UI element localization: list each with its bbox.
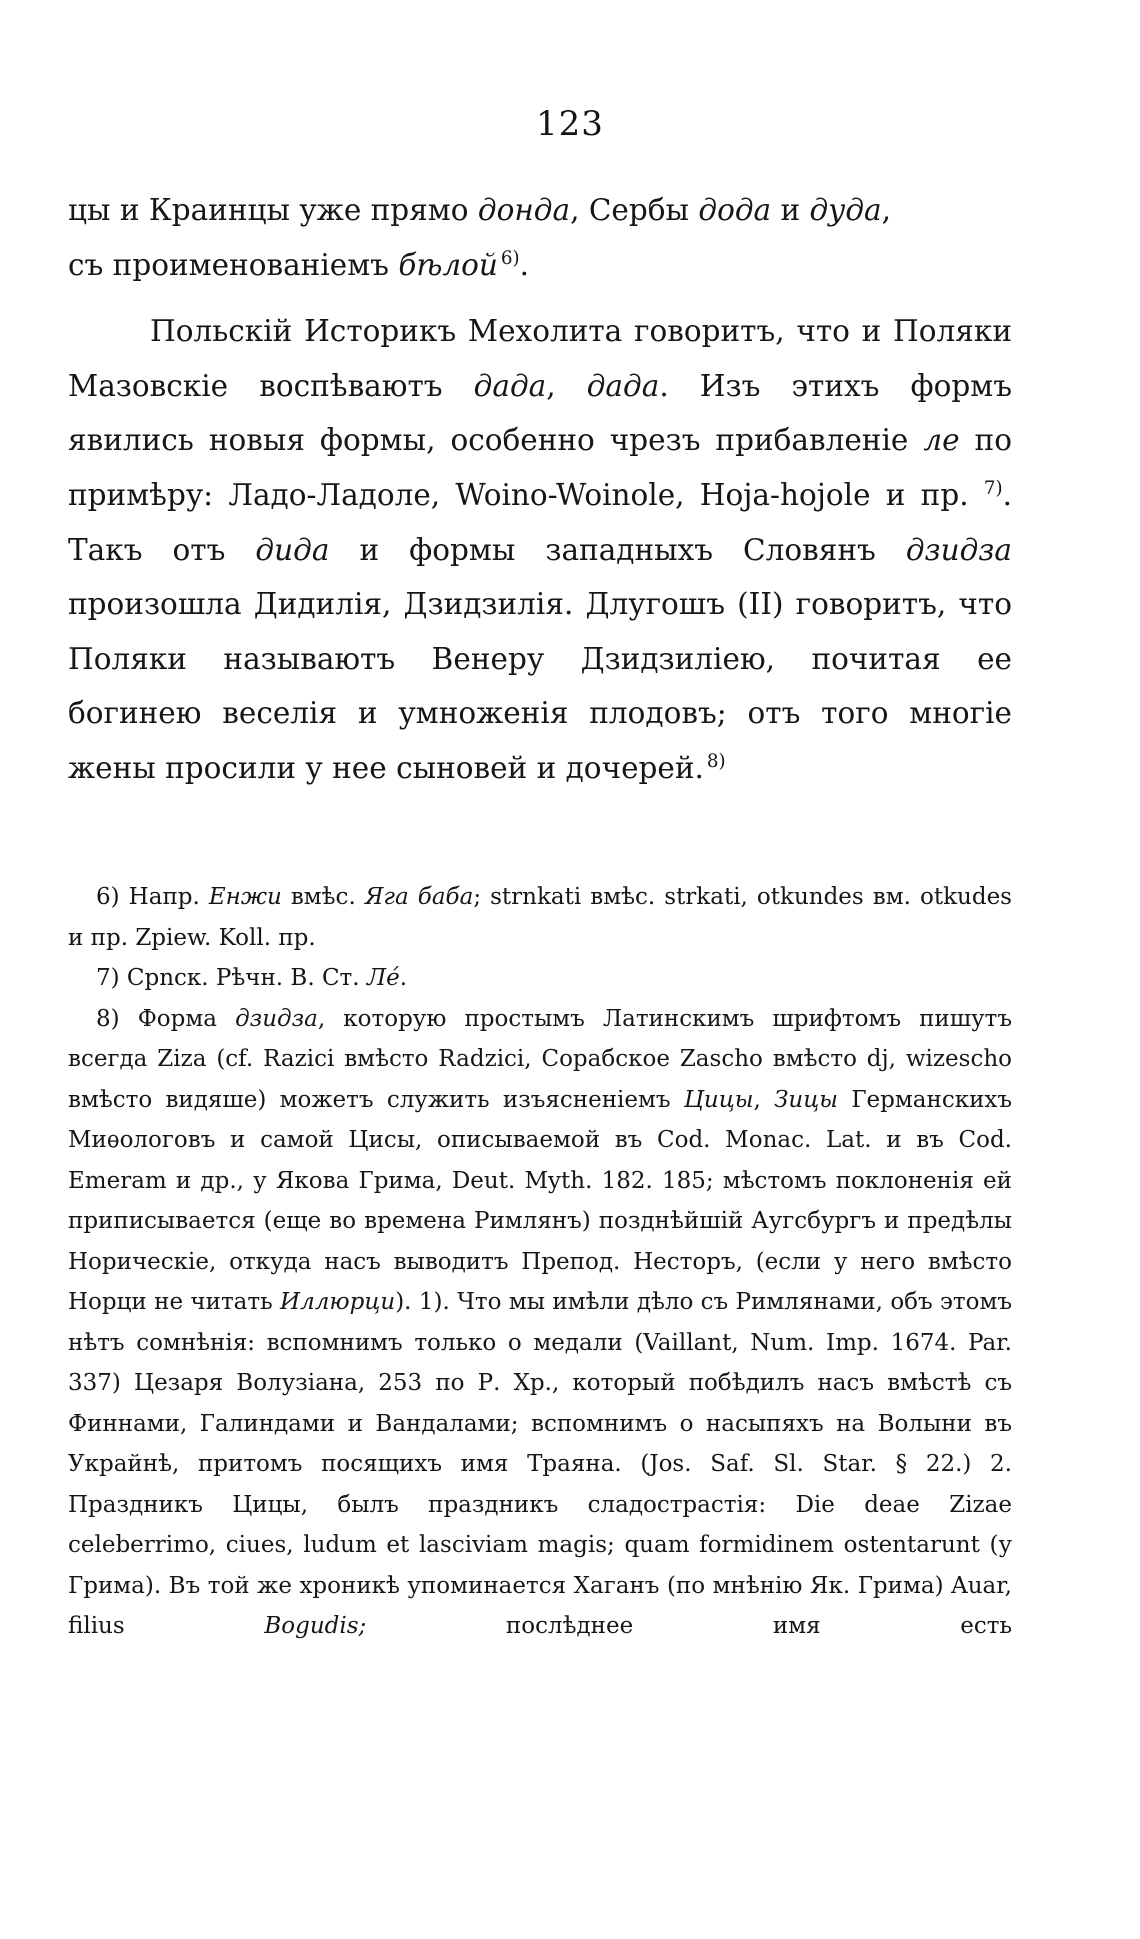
text-run: 6) Напр. [96,884,209,910]
footnote-7 [68,958,1012,999]
italic-word: дзидза [235,1005,318,1032]
italic-word: дада [473,368,547,403]
paragraph-continuation [68,183,1012,292]
text-run: . Такъ отъ [68,477,1012,567]
main-text [68,183,1012,796]
text-run: Польскій Историкъ Мехолита говоритъ, что и Поляки Мазовскіе воспѣваютъ [68,314,1012,403]
italic-word: Зицы [774,1086,839,1113]
text-run: по примѣру: Ладо-Ладоле, Woino-Woinole, Hoja-hojole и пр. [68,423,1012,512]
text-run: цы и Краинцы уже прямо [68,193,478,227]
paragraph-mecholita [68,304,1012,795]
footnote-8 [68,999,1012,1647]
text-run: , [753,1086,775,1113]
text-run: и формы западныхъ Словянъ [329,532,906,567]
italic-word: Лé [366,965,400,991]
footnote-6 [68,877,1012,958]
text-run: . Изъ этихъ формъ явились новыя формы, особенно чрезъ прибавленіе [68,368,1012,458]
italic-word: дода [698,193,772,227]
italic-word: Яга баба [364,884,474,910]
text-run: , [881,193,892,227]
text-run: вмѣс. [281,884,365,910]
text-run: , Сербы [570,193,699,227]
text-run: ; strnkati вмѣс. strkati, otkundes вм. otkudes и пр. Zpiew. Koll. пр. [68,884,1012,951]
footnote-ref-8: 8) [706,750,726,772]
page-number: 123 [536,104,604,144]
italic-word: ле [923,423,960,458]
text-run: . [519,247,529,282]
footnote-ref-7: 7) [983,478,1003,499]
italic-word: донда [477,193,571,227]
text-run: . [399,965,408,991]
italic-word: дада [586,368,660,403]
italic-word: дуда [809,193,882,227]
text-run: и [771,193,810,227]
text-run: , которую простымъ Латинскимъ шрифтомъ пишутъ всегда Ziza (cf. Razici вмѣсто Radzici, Сорабское Zascho вмѣсто dj, wizescho вмѣсто видяше) можетъ служить изъясненіемъ [68,1005,1012,1113]
italic-word: Енжи [208,884,282,910]
italic-word: Bogudis; [264,1613,367,1639]
italic-word: Цицы [683,1086,754,1113]
text-run: 7) Срnск. Рѣчн. В. Ст. [96,965,367,991]
italic-word: Иллюрци [280,1289,396,1315]
footnote-ref-6: 6) [500,247,520,269]
text-run: ). 1). Что мы имѣли дѣло съ Римлянами, объ этомъ нѣтъ сомнѣнія: вспомнимъ только о медали (Vaillant, Num. Imp. 1674. Par. 337) Цезаря Волузіана, 253 по Р. Хр., который побѣдилъ насъ вмѣстѣ съ Финнами, Галиндами и Вандалами; вспомнимъ о насыпяхъ на Волыни въ Украйнѣ, притомъ посящихъ имя Траяна. (Jos. Saf. Sl. Star. § 22.) 2. Праздникъ Цицы, былъ праздникъ сладострастія: Die deae Zizae celeberrimo, ciues, ludum et lasciviam magis; quam formidinem ostentarunt (у Грима). Въ той же хроникѣ упоминается Хаганъ (по мнѣнію Як. Грима) Auar, filius [68,1289,1012,1639]
footnotes [68,877,1012,1647]
text-run: 8) Форма [96,1005,236,1032]
italic-word: дзидза [905,532,1012,567]
text-run: Германскихъ Миѳологовъ и самой Цисы, описываемой въ Cod. Monac. Lat. и въ Cod. Emeram и др., у Якова Грима, Deut. Myth. 182. 185; мѣстомъ поклоненія ей приписывается (еще во времена Римлянъ) позднѣйшій Аугсбургъ и предѣлы Норическіе, откуда насъ выводитъ Препод. Несторъ, (если у него вмѣсто Норци не читать [68,1086,1013,1315]
italic-word: дида [255,532,330,567]
text-run: послѣднее имя есть [366,1613,1012,1639]
italic-word: бѣлой [398,247,498,282]
text-run: съ проименованіемъ [68,247,399,282]
text-run: , [546,368,587,403]
text-run: произошла Дидилія, Дзидзилія. Длугошъ (II) говоритъ, что Поляки называютъ Венеру Дзидзиліею, почитая ее богинею веселія и умноженія плодовъ; отъ того многіе жены просили у нее сыновей и дочерей. [68,587,1012,785]
